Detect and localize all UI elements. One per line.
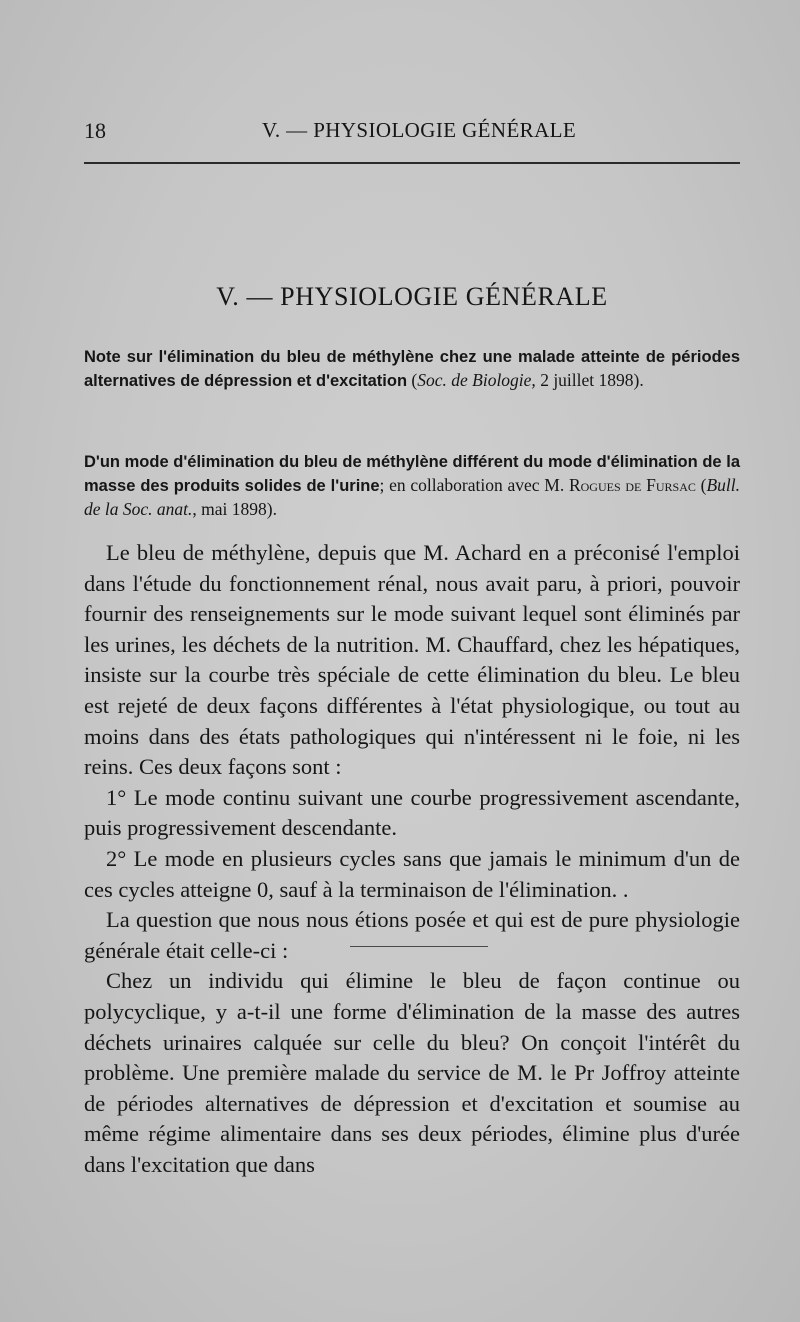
section-title: V. — PHYSIOLOGIE GÉNÉRALE (216, 282, 608, 311)
paragraph: La question que nous nous étions posée et qui est de pure physiologie générale était celle-ci : (84, 907, 740, 963)
bibliography-note-1 (84, 345, 740, 393)
note-1-title: Note sur l'élimination du bleu de méthylène chez une malade atteinte de périodes alternatives de dépression et d'excitation (84, 348, 740, 390)
note-1-ref-open: ( (407, 370, 418, 390)
paragraph: Le bleu de méthylène, depuis que M. Achard en a préconisé l'emploi dans l'étude du fonctionnement rénal, nous avait paru, à priori, pouvoir fournir des renseignements sur le mode suivant lequel sont éliminés par les urines, les déchets de la nutrition. M. Chauffard, chez les hépatiques, insiste sur la courbe très spéciale de cette élimination du bleu. Le bleu est rejeté de deux façons différentes à l'état physiologique, ou tout au moins dans des états pathologiques qui n'intéressent ni le foie, ni les reins. Ces deux façons sont : (84, 540, 740, 780)
note-2-collab-prefix: ; en collaboration avec M. (379, 475, 569, 495)
note-1-ref-italic: Soc. de Biologie, (417, 370, 536, 390)
page-number: 18 (84, 118, 106, 143)
body-text (84, 538, 740, 1180)
separator-rule (350, 946, 488, 947)
paragraph: Chez un individu qui élimine le bleu de façon continue ou polycyclique, y a-t-il une forme d'élimination de la masse des autres déchets urinaires calquée sur celle du bleu? On conçoit l'intérêt du problème. Une première malade du service de M. le Pr Joffroy atteinte de périodes alternatives de dépression et d'excitation et soumise au même régime alimentaire dans ses deux périodes, élimine plus d'urée dans l'excitation que dans (84, 968, 740, 1177)
note-2-collab-names: Rogues de Fursac (568, 475, 696, 495)
bibliography-note-2 (84, 450, 740, 521)
running-head: V. — PHYSIOLOGIE GÉNÉRALE (262, 118, 577, 142)
note-1-ref-rest: 2 juillet 1898). (535, 370, 644, 390)
paragraph: 1° Le mode continu suivant une courbe progressivement ascendante, puis progressivement descendante. (84, 784, 740, 841)
paragraph: 2° Le mode en plusieurs cycles sans que jamais le minimum d'un de ces cycles atteigne 0, sauf à la terminaison de l'élimination. . (84, 845, 740, 902)
note-2-ref-rest: , mai 1898). (192, 499, 277, 519)
note-2-title: D'un mode d'élimination du bleu de méthylène différent du mode d'élimination de la masse des produits solides de l'urine (84, 453, 740, 495)
note-2-ref-open: ( (695, 475, 707, 495)
note-2-ref-italic: Bull. de la Soc. anat. (84, 475, 741, 519)
page-header (84, 114, 740, 146)
header-rule (84, 162, 740, 164)
